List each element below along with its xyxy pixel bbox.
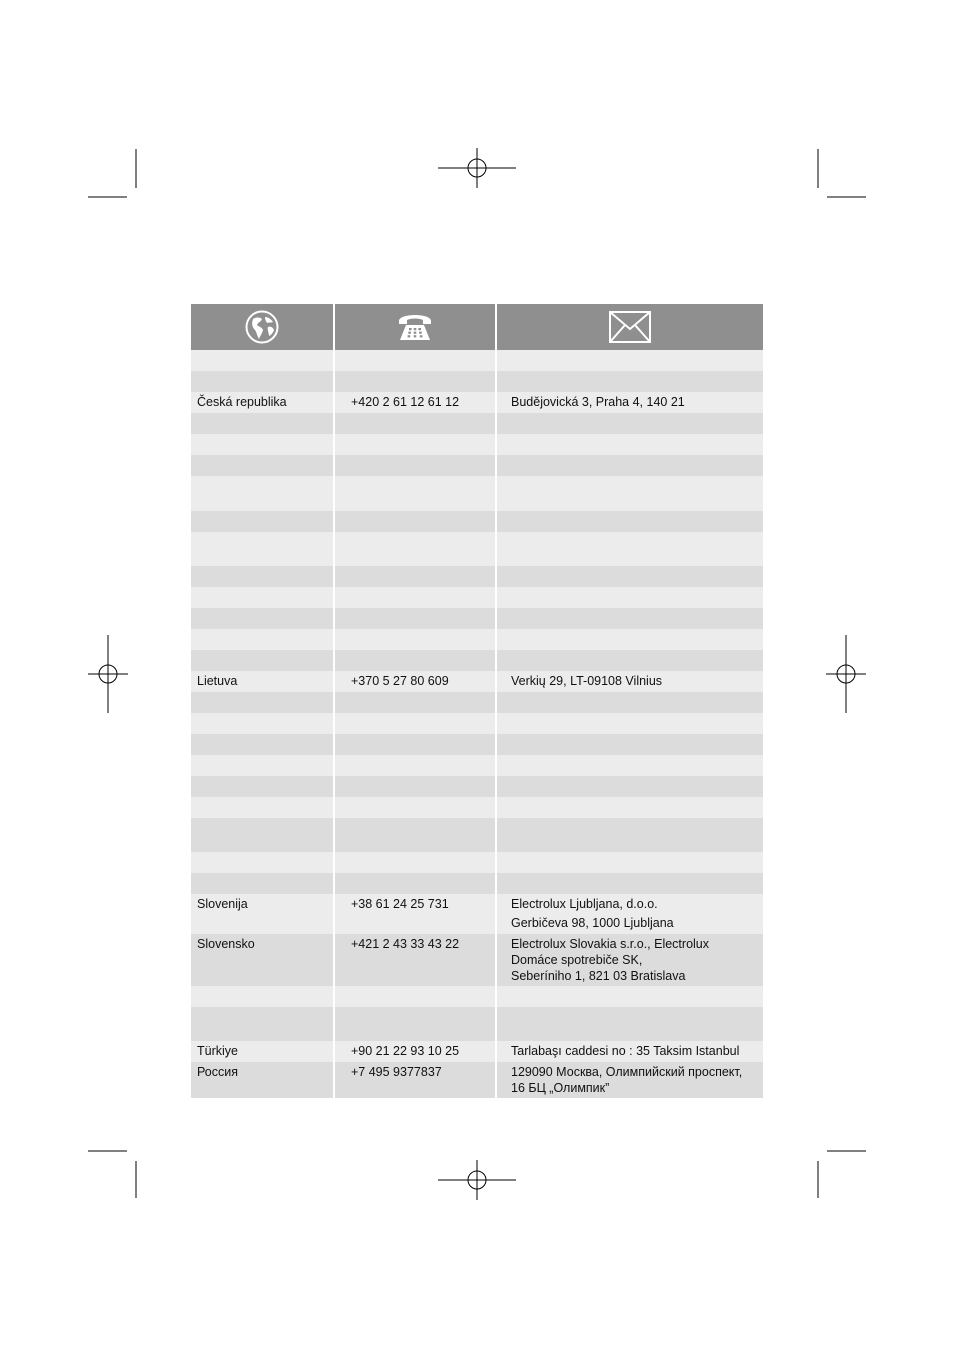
phone-cell [334,350,496,371]
address-cell [496,797,763,818]
country-cell: Slovensko [191,934,334,986]
phone-cell [334,371,496,392]
address-cell [496,776,763,797]
phone-cell [334,566,496,587]
country-cell [191,650,334,671]
country-cell [191,608,334,629]
country-cell [191,455,334,476]
address-cell [496,671,763,692]
address-line: Seberíniho 1, 821 03 Bratislava [511,969,686,983]
country-cell [191,532,334,566]
country-cell [191,629,334,650]
phone-cell: +370 5 27 80 609 [334,671,496,692]
country-cell [191,986,334,1007]
table-row [191,1007,763,1041]
country-cell [191,776,334,797]
table-row [191,818,763,852]
address-line: Tarlabaşı caddesi no : 35 Taksim Istanbul [511,1044,740,1058]
country-cell [191,818,334,852]
phone-cell [334,818,496,852]
address-cell [496,692,763,713]
table-row [191,873,763,894]
phone-cell [334,713,496,734]
phone-cell [334,852,496,873]
country-cell [191,755,334,776]
phone-cell [334,608,496,629]
address-line: Domáce spotrebiče SK, [511,953,643,967]
address-cell [496,532,763,566]
address-cell [496,713,763,734]
country-cell [191,734,334,755]
address-cell [496,629,763,650]
table-row [191,455,763,476]
phone-cell [334,511,496,532]
envelope-icon [608,310,652,344]
registration-mark-top [438,148,516,188]
country-cell [191,873,334,894]
phone-cell [334,434,496,455]
country-cell [191,350,334,371]
country-cell [191,852,334,873]
phone-cell: +38 61 24 25 731 [334,894,496,934]
registration-mark-bottom [438,1160,516,1200]
address-cell [496,434,763,455]
table-row [191,1041,763,1062]
address-line: Electrolux Ljubljana, d.o.o. [511,897,658,911]
address-cell [496,1041,763,1062]
country-cell [191,566,334,587]
phone-cell [334,776,496,797]
address-line: Gerbičeva 98, 1000 Ljubljana [511,916,674,930]
address-cell [496,476,763,511]
table-row [191,350,763,371]
table-row [191,713,763,734]
country-cell [191,511,334,532]
table-row [191,797,763,818]
phone-cell [334,476,496,511]
phone-cell: +420 2 61 12 61 12 [334,392,496,413]
address-cell [496,734,763,755]
address-line: Budějovická 3, Praha 4, 140 21 [511,395,685,409]
phone-cell [334,413,496,434]
table-row [191,371,763,392]
phone-cell [334,1007,496,1041]
table-row [191,1062,763,1098]
address-cell [496,371,763,392]
table-row [191,413,763,434]
address-cell [496,608,763,629]
address-cell [496,566,763,587]
address-cell [496,873,763,894]
address-cell [496,1007,763,1041]
address-cell [496,934,763,986]
country-cell: Česká republika [191,392,334,413]
table-row [191,894,763,934]
globe-icon [244,309,280,345]
address-line: Verkių 29, LT-09108 Vilnius [511,674,663,688]
table-row [191,934,763,986]
header-row [191,304,763,351]
country-cell [191,434,334,455]
country-cell: Slovenija [191,894,334,934]
address-cell [496,818,763,852]
table-row [191,650,763,671]
table-row [191,434,763,455]
table-row [191,671,763,692]
table-row [191,986,763,1007]
country-cell [191,371,334,392]
country-column-header [191,304,334,351]
address-line: 129090 Москва, Олимпийский проспект, [511,1065,743,1079]
phone-cell [334,650,496,671]
table-row [191,532,763,566]
address-line: 16 БЦ „Олимпик” [511,1081,610,1095]
address-cell [496,755,763,776]
table-row [191,566,763,587]
address-cell [496,587,763,608]
phone-cell [334,629,496,650]
address-cell [496,1062,763,1098]
country-cell [191,476,334,511]
country-cell: Lietuva [191,671,334,692]
address-cell [496,894,763,934]
table-row [191,587,763,608]
phone-cell [334,755,496,776]
telephone-icon [395,310,435,344]
table-row [191,852,763,873]
phone-cell [334,873,496,894]
address-cell [496,650,763,671]
country-cell [191,713,334,734]
registration-mark-right [826,635,866,713]
address-cell [496,455,763,476]
country-cell [191,1007,334,1041]
address-cell [496,986,763,1007]
phone-cell [334,986,496,1007]
phone-cell [334,587,496,608]
contact-table [191,303,763,1098]
country-cell [191,692,334,713]
country-cell [191,413,334,434]
country-cell: Россия [191,1062,334,1098]
table-row [191,734,763,755]
address-cell [496,852,763,873]
address-cell [496,392,763,413]
address-cell [496,350,763,371]
phone-cell [334,797,496,818]
table-row [191,692,763,713]
phone-cell: +421 2 43 33 43 22 [334,934,496,986]
table-row [191,608,763,629]
phone-cell [334,455,496,476]
phone-cell [334,692,496,713]
address-line: Electrolux Slovakia s.r.o., Electrolux [511,937,709,951]
address-column-header [496,304,763,351]
country-cell [191,797,334,818]
country-cell: Türkiye [191,1041,334,1062]
phone-cell [334,734,496,755]
phone-column-header [334,304,496,351]
table-row [191,392,763,413]
phone-cell: +7 495 9377837 [334,1062,496,1098]
table-row [191,755,763,776]
table-row [191,476,763,511]
country-cell [191,587,334,608]
phone-cell [334,532,496,566]
address-cell [496,511,763,532]
table-row [191,511,763,532]
registration-mark-left [88,635,128,713]
phone-cell: +90 21 22 93 10 25 [334,1041,496,1062]
table-row [191,776,763,797]
table-row [191,629,763,650]
address-cell [496,413,763,434]
